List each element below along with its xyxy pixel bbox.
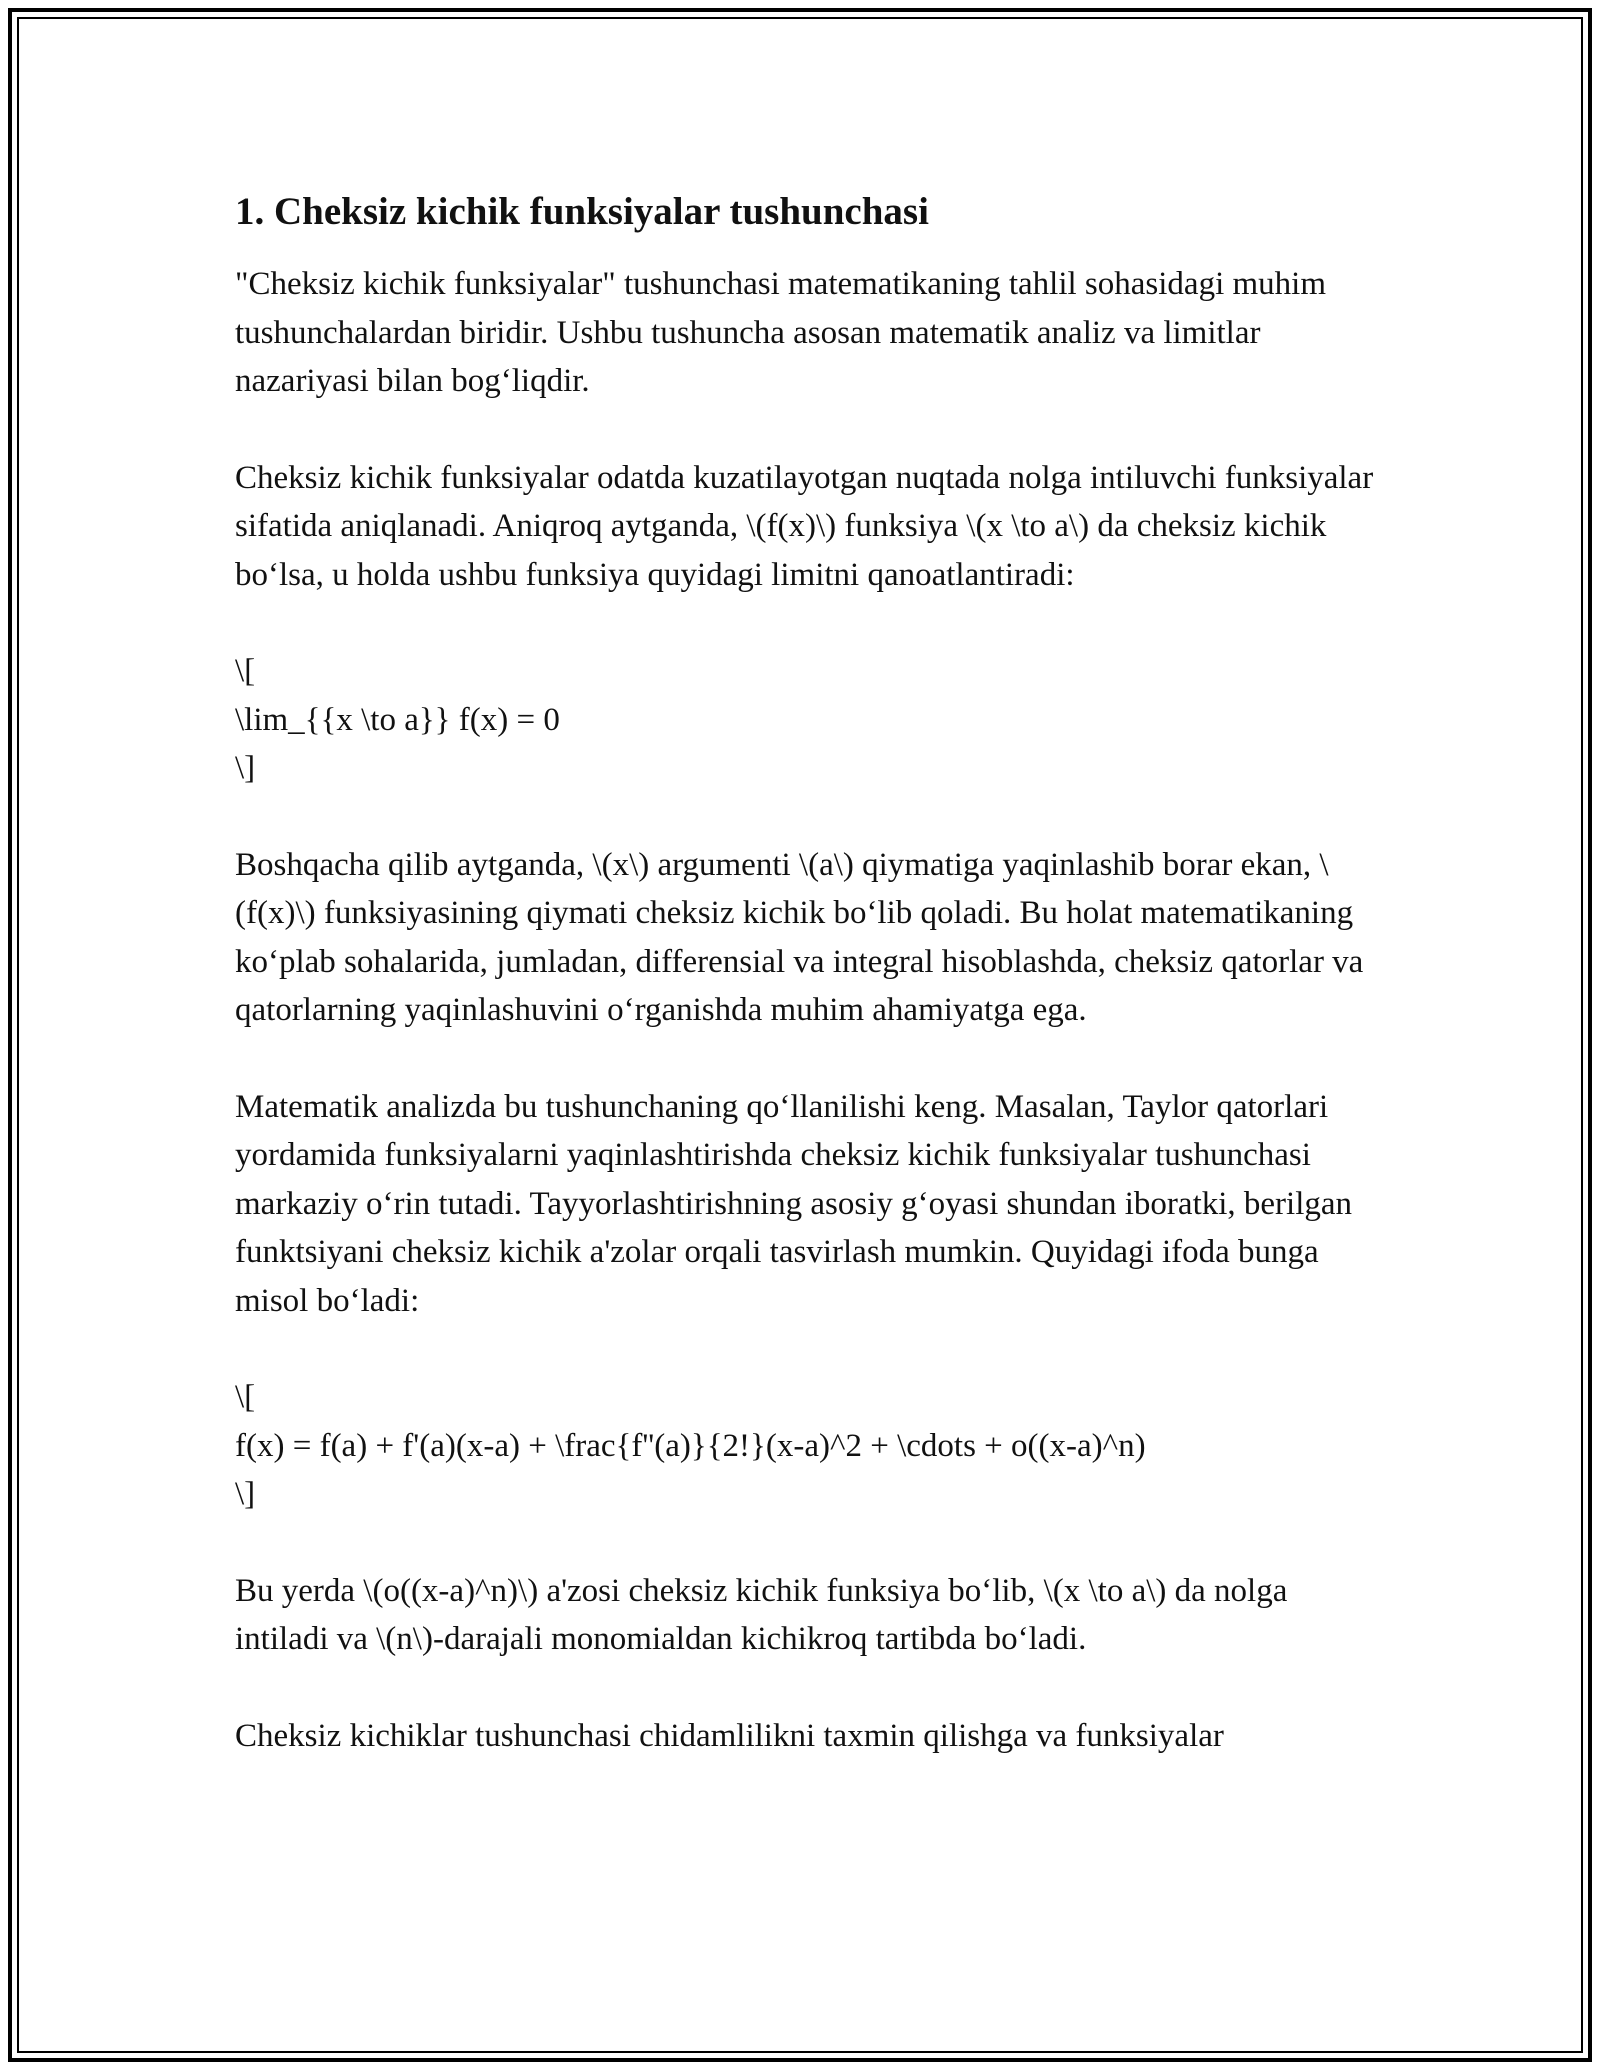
formula-limit (235, 647, 1385, 793)
formula-close-delimiter: \] (235, 750, 256, 786)
paragraph-continuation: Cheksiz kichiklar tushunchasi chidamlilikni taxmin qilishga va funksiyalar (235, 1717, 1224, 1754)
formula-open-delimiter: \[ (235, 653, 256, 689)
formula-close-delimiter: \] (235, 1476, 256, 1512)
paragraph-definition: Cheksiz kichik funksiyalar odatda kuzatilayotgan nuqtada nolga intiluvchi funksiyalar sifatida aniqlanadi. Aniqroq aytganda, \(f(x)\) funksiya \(x \to a\) da cheksiz kichik bo‘lsa, u holda ushbu funksiya quyidagi limitni qanoatlantiradi: (235, 459, 1374, 593)
paragraph-explanation: Boshqacha qilib aytganda, \(x\) argumenti \(a\) qiymatiga yaqinlashib borar ekan, \(f(x)\) funksiyasining qiymati cheksiz kichik bo‘lib qoladi. Bu holat matematikaning ko‘plab sohalarida, jumladan, differensial va integral hisoblashda, cheksiz qatorlar va qatorlarning yaqinlashuvini o‘rganishda muhim ahamiyatga ega. (235, 846, 1364, 1028)
paragraph-taylor: Matematik analizda bu tushunchaning qo‘llanilishi keng. Masalan, Taylor qatorlari yordamida funksiyalarni yaqinlashtirishda cheksiz kichik funksiyalar tushunchasi markaziy o‘rin tutadi. Tayyorlashtirishning asosiy g‘oyasi shundan iboratki, berilgan funktsiyani cheksiz kichik a'zolar orqali tasvirlash mumkin. Quyidagi ifoda bunga misol bo‘ladi: (235, 1088, 1353, 1319)
paragraph-intro: "Cheksiz kichik funksiyalar" tushunchasi matematikaning tahlil sohasidagi muhim tushunchalardan biridir. Ushbu tushuncha asosan matematik analiz va limitlar nazariyasi bilan bog‘liqdir. (235, 266, 1326, 399)
document-body (235, 186, 1385, 1760)
formula-taylor (235, 1373, 1385, 1519)
formula-body: f(x) = f(a) + f'(a)(x-a) + \frac{f''(a)}{2!}(x-a)^2 + \cdots + o((x-a)^n) (235, 1427, 1146, 1464)
paragraph-remainder: Bu yerda \(o((x-a)^n)\) a'zosi cheksiz kichik funksiya bo‘lib, \(x \to a\) da nolga intiladi va \(n\)-darajali monomialdan kichikroq tartibda bo‘ladi. (235, 1572, 1288, 1657)
formula-open-delimiter: \[ (235, 1379, 256, 1415)
formula-body: \lim_{{x \to a}} f(x) = 0 (235, 701, 560, 738)
section-heading: 1. Cheksiz kichik funksiyalar tushunchasi (235, 190, 929, 233)
